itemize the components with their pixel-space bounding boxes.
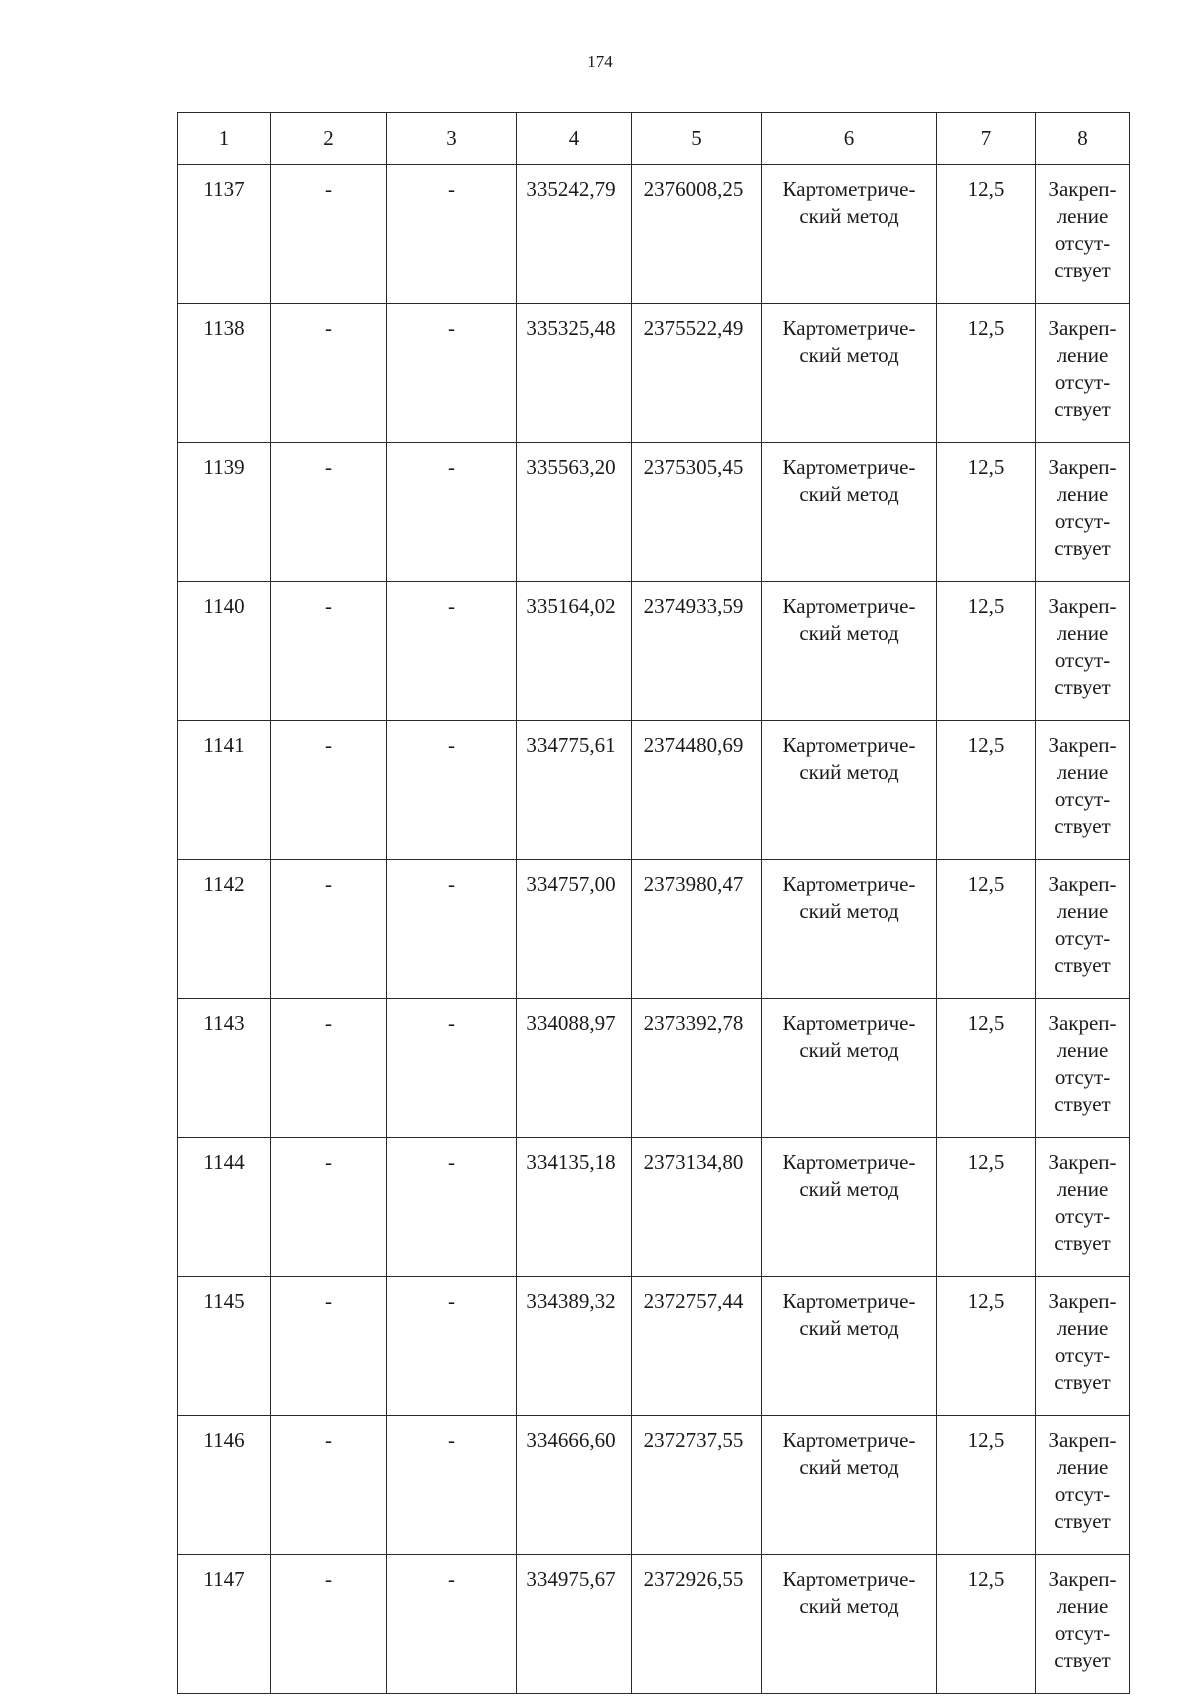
cell-line: Картометриче- [782,1011,916,1035]
method-cell [762,1416,937,1555]
cell-line: Картометриче- [782,1289,916,1313]
point-number-cell: 1140 [178,582,271,721]
cell-line: отсут- [1054,1065,1111,1089]
fixation-cell [1036,1416,1130,1555]
method-cell [762,721,937,860]
cell-line: ский метод [799,1038,899,1062]
column-header: 6 [762,113,937,165]
coordinate-x-cell: 334775,61 [517,721,632,860]
cell-line: ствует [1054,1092,1111,1116]
cell-line: ление [1056,621,1109,645]
cell-line: Закреп- [1048,455,1117,479]
cell-line: Картометриче- [782,872,916,896]
column-3-cell: - [387,860,517,999]
point-number-cell: 1145 [178,1277,271,1416]
point-number-cell: 1141 [178,721,271,860]
cell-line: отсут- [1054,1204,1111,1228]
fixation-cell [1036,1555,1130,1694]
method-cell [762,1555,937,1694]
cell-line: Закреп- [1048,177,1117,201]
cell-line: ский метод [799,204,899,228]
cell-line: ление [1056,1177,1109,1201]
column-2-cell: - [271,1277,387,1416]
cell-line: ление [1056,482,1109,506]
coordinate-x-cell: 335242,79 [517,165,632,304]
coordinate-x-cell: 334088,97 [517,999,632,1138]
cell-line: отсут- [1054,648,1111,672]
accuracy-cell: 12,5 [937,721,1036,860]
column-header: 5 [632,113,762,165]
cell-line: ствует [1054,1648,1111,1672]
point-number-cell: 1139 [178,443,271,582]
column-2-cell: - [271,860,387,999]
accuracy-cell: 12,5 [937,582,1036,721]
cell-line: Картометриче- [782,733,916,757]
accuracy-cell: 12,5 [937,860,1036,999]
cell-line: Закреп- [1048,1150,1117,1174]
cell-line: Закреп- [1048,316,1117,340]
coordinate-y-cell: 2372757,44 [632,1277,762,1416]
column-3-cell: - [387,304,517,443]
coordinate-y-cell: 2376008,25 [632,165,762,304]
method-cell [762,1277,937,1416]
point-number-cell: 1138 [178,304,271,443]
point-number-cell: 1137 [178,165,271,304]
cell-line: ствует [1054,1231,1111,1255]
accuracy-cell: 12,5 [937,1138,1036,1277]
cell-line: Закреп- [1048,872,1117,896]
method-cell [762,165,937,304]
cell-line: ский метод [799,1316,899,1340]
cell-line: ление [1056,1455,1109,1479]
table-row [178,1416,1130,1555]
accuracy-cell: 12,5 [937,304,1036,443]
table-row [178,721,1130,860]
column-2-cell: - [271,582,387,721]
accuracy-cell: 12,5 [937,443,1036,582]
accuracy-cell: 12,5 [937,165,1036,304]
cell-line: Закреп- [1048,1428,1117,1452]
cell-line: Картометриче- [782,1150,916,1174]
point-number-cell: 1142 [178,860,271,999]
column-2-cell: - [271,1138,387,1277]
coordinate-y-cell: 2372926,55 [632,1555,762,1694]
coordinate-x-cell: 334757,00 [517,860,632,999]
cell-line: Картометриче- [782,455,916,479]
coordinate-x-cell: 335325,48 [517,304,632,443]
table-row [178,165,1130,304]
cell-line: Закреп- [1048,1567,1117,1591]
fixation-cell [1036,1277,1130,1416]
column-3-cell: - [387,1138,517,1277]
cell-line: ление [1056,1594,1109,1618]
column-3-cell: - [387,1277,517,1416]
fixation-cell [1036,860,1130,999]
cell-line: ский метод [799,482,899,506]
cell-line: ский метод [799,621,899,645]
table-row [178,443,1130,582]
column-header: 1 [178,113,271,165]
cell-line: отсут- [1054,509,1111,533]
method-cell [762,304,937,443]
column-3-cell: - [387,443,517,582]
cell-line: ствует [1054,814,1111,838]
accuracy-cell: 12,5 [937,999,1036,1138]
cell-line: ствует [1054,1509,1111,1533]
column-3-cell: - [387,582,517,721]
cell-line: Закреп- [1048,1011,1117,1035]
column-3-cell: - [387,999,517,1138]
accuracy-cell: 12,5 [937,1416,1036,1555]
coordinate-x-cell: 334666,60 [517,1416,632,1555]
cell-line: ление [1056,343,1109,367]
coordinate-y-cell: 2375522,49 [632,304,762,443]
cell-line: Картометриче- [782,316,916,340]
cell-line: ление [1056,1038,1109,1062]
cell-line: ствует [1054,258,1111,282]
fixation-cell [1036,721,1130,860]
coordinate-x-cell: 334135,18 [517,1138,632,1277]
cell-line: ствует [1054,397,1111,421]
fixation-cell [1036,1138,1130,1277]
table-header-row [178,113,1130,165]
column-2-cell: - [271,721,387,860]
cell-line: Картометриче- [782,1567,916,1591]
method-cell [762,582,937,721]
cell-line: ствует [1054,1370,1111,1394]
coordinate-y-cell: 2373134,80 [632,1138,762,1277]
cell-line: ление [1056,760,1109,784]
column-header: 8 [1036,113,1130,165]
coordinate-x-cell: 334975,67 [517,1555,632,1694]
cell-line: ский метод [799,899,899,923]
cell-line: ский метод [799,760,899,784]
cell-line: Закреп- [1048,733,1117,757]
coordinate-x-cell: 334389,32 [517,1277,632,1416]
column-2-cell: - [271,443,387,582]
cell-line: Картометриче- [782,594,916,618]
column-2-cell: - [271,165,387,304]
table-row [178,582,1130,721]
fixation-cell [1036,999,1130,1138]
cell-line: ский метод [799,343,899,367]
cell-line: ление [1056,204,1109,228]
column-header: 3 [387,113,517,165]
method-cell [762,999,937,1138]
table-row [178,304,1130,443]
coordinate-y-cell: 2375305,45 [632,443,762,582]
coordinates-table [177,112,1130,1694]
cell-line: Закреп- [1048,594,1117,618]
table-row [178,860,1130,999]
table-row [178,1277,1130,1416]
accuracy-cell: 12,5 [937,1555,1036,1694]
cell-line: отсут- [1054,1482,1111,1506]
table-row [178,1138,1130,1277]
coordinate-y-cell: 2373392,78 [632,999,762,1138]
cell-line: ствует [1054,675,1111,699]
cell-line: отсут- [1054,787,1111,811]
fixation-cell [1036,582,1130,721]
accuracy-cell: 12,5 [937,1277,1036,1416]
point-number-cell: 1144 [178,1138,271,1277]
cell-line: отсут- [1054,926,1111,950]
column-header: 4 [517,113,632,165]
cell-line: Закреп- [1048,1289,1117,1313]
cell-line: ский метод [799,1455,899,1479]
point-number-cell: 1147 [178,1555,271,1694]
cell-line: ствует [1054,536,1111,560]
column-2-cell: - [271,1416,387,1555]
column-2-cell: - [271,999,387,1138]
coordinate-y-cell: 2372737,55 [632,1416,762,1555]
cell-line: Картометриче- [782,1428,916,1452]
cell-line: отсут- [1054,231,1111,255]
cell-line: отсут- [1054,1621,1111,1645]
table-row [178,1555,1130,1694]
point-number-cell: 1146 [178,1416,271,1555]
column-3-cell: - [387,1555,517,1694]
coordinate-x-cell: 335563,20 [517,443,632,582]
method-cell [762,860,937,999]
column-2-cell: - [271,1555,387,1694]
column-header: 7 [937,113,1036,165]
column-3-cell: - [387,721,517,860]
cell-line: ление [1056,1316,1109,1340]
method-cell [762,1138,937,1277]
coordinate-x-cell: 335164,02 [517,582,632,721]
column-header: 2 [271,113,387,165]
table-row [178,999,1130,1138]
coordinate-y-cell: 2373980,47 [632,860,762,999]
method-cell [762,443,937,582]
fixation-cell [1036,443,1130,582]
coordinate-y-cell: 2374933,59 [632,582,762,721]
cell-line: ствует [1054,953,1111,977]
column-3-cell: - [387,1416,517,1555]
cell-line: ский метод [799,1594,899,1618]
cell-line: Картометриче- [782,177,916,201]
coordinate-y-cell: 2374480,69 [632,721,762,860]
fixation-cell [1036,304,1130,443]
cell-line: ление [1056,899,1109,923]
fixation-cell [1036,165,1130,304]
cell-line: отсут- [1054,1343,1111,1367]
column-2-cell: - [271,304,387,443]
column-3-cell: - [387,165,517,304]
point-number-cell: 1143 [178,999,271,1138]
page-number: 174 [587,52,613,71]
cell-line: ский метод [799,1177,899,1201]
cell-line: отсут- [1054,370,1111,394]
